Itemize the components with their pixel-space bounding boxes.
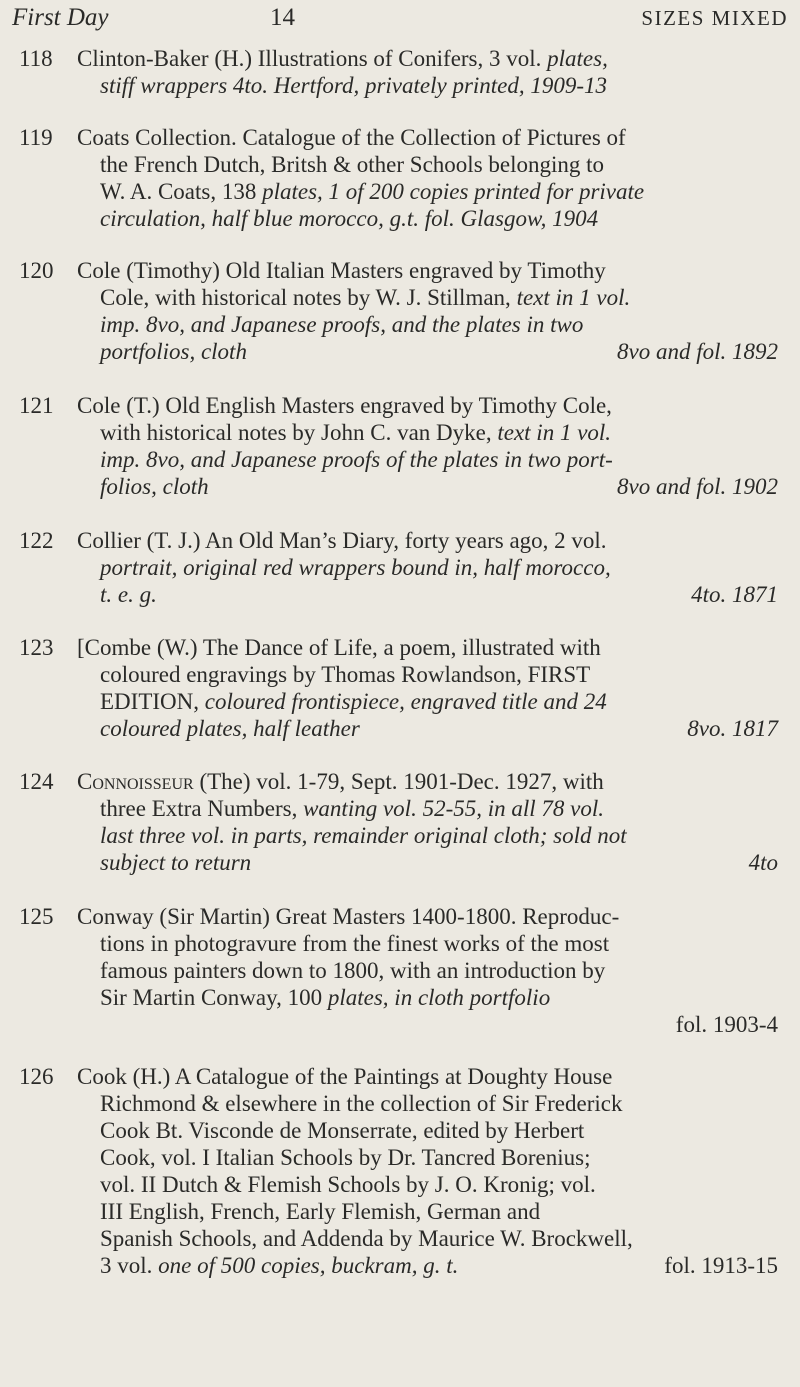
lot-number: 126: [19, 1064, 54, 1089]
header-page-number: 14: [270, 4, 295, 31]
entry-text: Conway (Sir Martin) Great Masters 1400-1800. Reproduc- tions in photogravure from the finest works of the most famous painters down to 1800, with an introduction by Sir Martin Conway, 100 plates, in cloth portfolio fol. 1903-4: [77, 904, 778, 1037]
lot-number: 125: [19, 904, 54, 929]
entry-text: Cook (H.) A Catalogue of the Paintings at Doughty House Richmond & elsewhere in the collection of Sir Frederick Cook Bt. Visconde de Monserrate, edited by Herbert Cook, vol. I Italian Schools by Dr. Tancred Borenius; vol. II Dutch & Flemish Schools by J. O. Kronig; vol. III English, French, Early Flemish, German and Spanish Schools, and Addenda by Maurice W. Brockwell, 3 vol. one of 500 copies, buckram, g. t. fol. 1913-15: [77, 1064, 778, 1278]
lot-number: 124: [19, 769, 54, 794]
entry-text: Clinton-Baker (H.) Illustrations of Conifers, 3 vol. plates, stiff wrappers 4to. Hertford, privately printed, 1909-13: [77, 46, 608, 98]
entry-text: Connoisseur (The) vol. 1-79, Sept. 1901-Dec. 1927, with three Extra Numbers, wanting vol. 52-55, in all 78 vol. last three vol. in parts, remainder original cloth; sold not subject to return 4to: [77, 769, 778, 875]
lot-number: 119: [19, 125, 53, 150]
lot-number: 123: [19, 635, 54, 660]
entry-text: Cole (T.) Old English Masters engraved by Timothy Cole, with historical notes by John C. van Dyke, text in 1 vol. imp. 8vo, and Japanese proofs of the plates in two port- folios, cloth 8vo and fol. 1902: [77, 393, 778, 499]
lot-number: 120: [19, 258, 54, 283]
entry-text: Collier (T. J.) An Old Man’s Diary, forty years ago, 2 vol. portrait, original red wrappers bound in, half morocco, t. e. g. 4to. 1871: [77, 528, 778, 607]
entry-text: Coats Collection. Catalogue of the Collection of Pictures of the French Dutch, Britsh & other Schools belonging to W. A. Coats, 138 plates, 1 of 200 copies printed for private circulation, half blue morocco, g.t. fol. Glasgow, 1904: [77, 125, 645, 231]
entry-text: Cole (Timothy) Old Italian Masters engraved by Timothy Cole, with historical notes by W. J. Stillman, text in 1 vol. imp. 8vo, and Japanese proofs, and the plates in two portfolios, cloth 8vo and fol. 1892: [77, 258, 778, 364]
lot-number: 121: [19, 393, 54, 418]
header-day: First Day: [12, 4, 109, 31]
lot-number: 122: [19, 528, 54, 553]
lot-number: 118: [19, 46, 53, 71]
entry-text: [Combe (W.) The Dance of Life, a poem, illustrated with coloured engravings by Thomas Rowlandson, FIRST EDITION, coloured frontispiece, engraved title and 24 coloured plates, half leather 8vo. 1817: [77, 635, 778, 741]
page-header: [12, 2, 788, 34]
header-section: SIZES MIXED: [641, 6, 788, 30]
